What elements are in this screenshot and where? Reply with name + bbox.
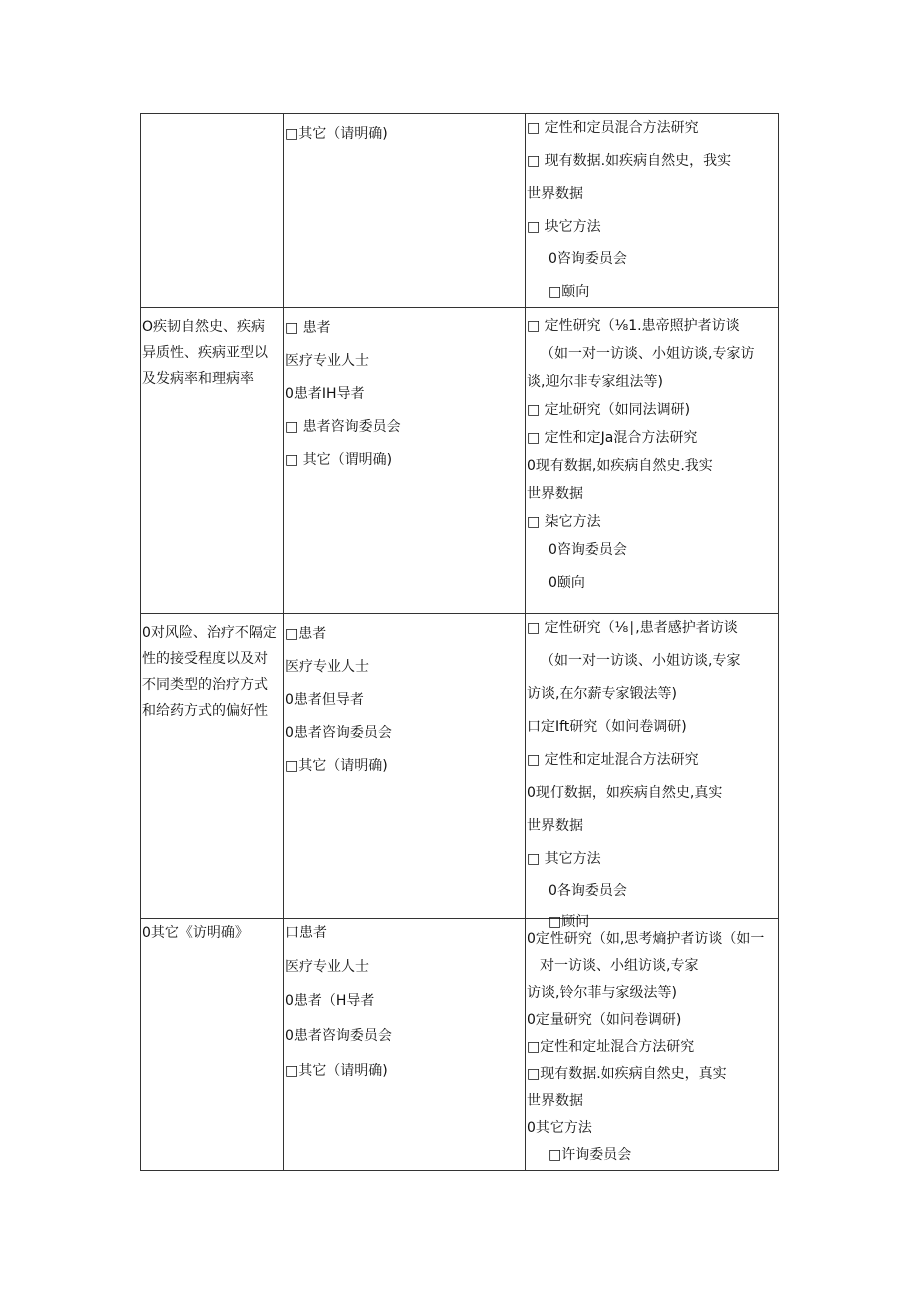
row-4-respondents-cell bbox=[284, 919, 525, 1170]
row-3-topic-line: 不同类型的治疗方式 bbox=[142, 677, 268, 693]
row-1-method-option: □ 现有数据.如疾病自然史，我实 bbox=[527, 153, 732, 169]
row-3-topic-line: 和给药方式的偏好性 bbox=[142, 703, 268, 719]
row-2-topic-line: 异质性、疾病亚型以 bbox=[142, 345, 268, 361]
row-3-method-option: □ 定性研究（⅛∣,患者感护者访谈 bbox=[527, 620, 738, 636]
row-4-method-suboption: □许询委员会 bbox=[548, 1147, 632, 1163]
row-2-method-suboption: 0咨询委员会 bbox=[548, 542, 627, 558]
row-4-respondent-option: □其它（请明确) bbox=[285, 1063, 388, 1079]
row-4-topic-line: 0其它《访明确》 bbox=[142, 925, 249, 941]
row-4-method-option: 0其它方法 bbox=[527, 1120, 592, 1136]
row-2-method-option: □ 定性和定Ja混合方法研究 bbox=[527, 430, 698, 446]
row-4-method-option: 0定量研究（如问卷调研) bbox=[527, 1012, 682, 1028]
row-2-method-option: □ 定性研究（⅛1.患帝照护者访谈 bbox=[527, 318, 740, 334]
row-2-respondent-option: 0患者IH导者 bbox=[285, 386, 365, 402]
row-1-respondents-cell bbox=[284, 114, 525, 307]
row-2-topic-cell bbox=[141, 308, 283, 613]
row-4-topic-cell bbox=[141, 919, 283, 1170]
row-4-method-option: □现有数据.如疾病自然史，真实 bbox=[527, 1066, 727, 1082]
row-3-respondents-cell bbox=[284, 614, 525, 918]
row-3-method-option: 访谈,在尔薪专家锻法等) bbox=[527, 686, 677, 702]
row-3-method-suboption: □顾问 bbox=[548, 914, 590, 930]
row-3-method-option: 0现仃数据，如疾病自然史,真实 bbox=[527, 785, 723, 801]
row-1-topic-cell bbox=[141, 114, 283, 307]
row-2-method-option: 世界数据 bbox=[527, 486, 583, 502]
row-2-method-option: □ 定址研究（如同法调研) bbox=[527, 402, 691, 418]
row-1-methods-cell bbox=[526, 114, 778, 307]
row-4-respondent-option: 0患者（H导者 bbox=[285, 993, 375, 1009]
row-3-respondent-option: □患者 bbox=[285, 626, 327, 642]
row-2-respondents-cell bbox=[284, 308, 525, 613]
row-3-respondent-option: □其它（请明确) bbox=[285, 758, 388, 774]
row-1-method-option: 世界数据 bbox=[527, 186, 583, 202]
row-3-topic-line: 0对风险、治疗不隔定 bbox=[142, 625, 277, 641]
row-3-respondent-option: 医疗专业人士 bbox=[285, 659, 369, 675]
row-2-respondent-option: □ 其它（谓明确) bbox=[285, 452, 393, 468]
row-4-respondent-option: 口患者 bbox=[285, 925, 327, 941]
row-3-respondent-option: 0患者咨询委员会 bbox=[285, 725, 392, 741]
row-4-respondent-option: 0患者咨询委员会 bbox=[285, 1028, 392, 1044]
row-3-method-option: 世界数据 bbox=[527, 818, 583, 834]
row-3-method-suboption: 0各询委员会 bbox=[548, 883, 627, 899]
row-2-method-option: □ 柒它方法 bbox=[527, 514, 601, 530]
row-4-method-option: 0定性研究（如,思考熵护者访谈（如一 bbox=[527, 931, 765, 947]
row-2-method-option: 0现有数据,如疾病自然史.我实 bbox=[527, 458, 713, 474]
row-2-method-option: 谈,迎尔非专家组法等) bbox=[527, 374, 663, 390]
row-2-methods-cell bbox=[526, 308, 778, 613]
row-2-respondent-option: □ 患者咨询委员会 bbox=[285, 419, 401, 435]
row-3-method-option: （如一对一访谈、小姐访谈,专家 bbox=[540, 653, 741, 669]
row-3-respondent-option: 0患者但导者 bbox=[285, 692, 364, 708]
row-3-method-option: □ 其它方法 bbox=[527, 851, 601, 867]
row-2-topic-line: 及发病率和理病率 bbox=[142, 371, 254, 387]
row-4-method-option: 对一访谈、小组访谈,专家 bbox=[540, 958, 699, 974]
row-4-method-option: 世界数据 bbox=[527, 1093, 583, 1109]
row-2-topic-line: O疾韧自然史、疾病 bbox=[142, 319, 266, 335]
row-1-method-option: □ 块它方法 bbox=[527, 219, 601, 235]
row-3-method-option: 口定Ift研究（如问卷调研) bbox=[527, 719, 687, 735]
row-3-topic-cell bbox=[141, 614, 283, 918]
row-1-respondent-option: □其它（请明确) bbox=[285, 126, 388, 142]
row-4-methods-cell bbox=[526, 919, 778, 1170]
row-1-method-suboption: □颐向 bbox=[548, 284, 590, 300]
row-4-respondent-option: 医疗专业人士 bbox=[285, 959, 369, 975]
row-4-method-option: 访谈,铃尔菲与家级法等) bbox=[527, 985, 677, 1001]
row-2-respondent-option: 医疗专业人士 bbox=[285, 353, 369, 369]
row-4-method-option: □定性和定址混合方法研究 bbox=[527, 1039, 695, 1055]
row-1-method-option: □ 定性和定员混合方法研究 bbox=[527, 120, 699, 136]
row-1-method-suboption: 0咨询委员会 bbox=[548, 251, 627, 267]
row-3-topic-line: 性的接受程度以及对 bbox=[142, 651, 268, 667]
row-3-method-option: □ 定性和定址混合方法研究 bbox=[527, 752, 699, 768]
row-2-method-suboption: 0颐向 bbox=[548, 575, 585, 591]
row-2-respondent-option: □ 患者 bbox=[285, 320, 331, 336]
row-3-methods-cell bbox=[526, 614, 778, 930]
row-2-method-option: （如一对一访谈、小姐访谈,专家访 bbox=[540, 346, 755, 362]
